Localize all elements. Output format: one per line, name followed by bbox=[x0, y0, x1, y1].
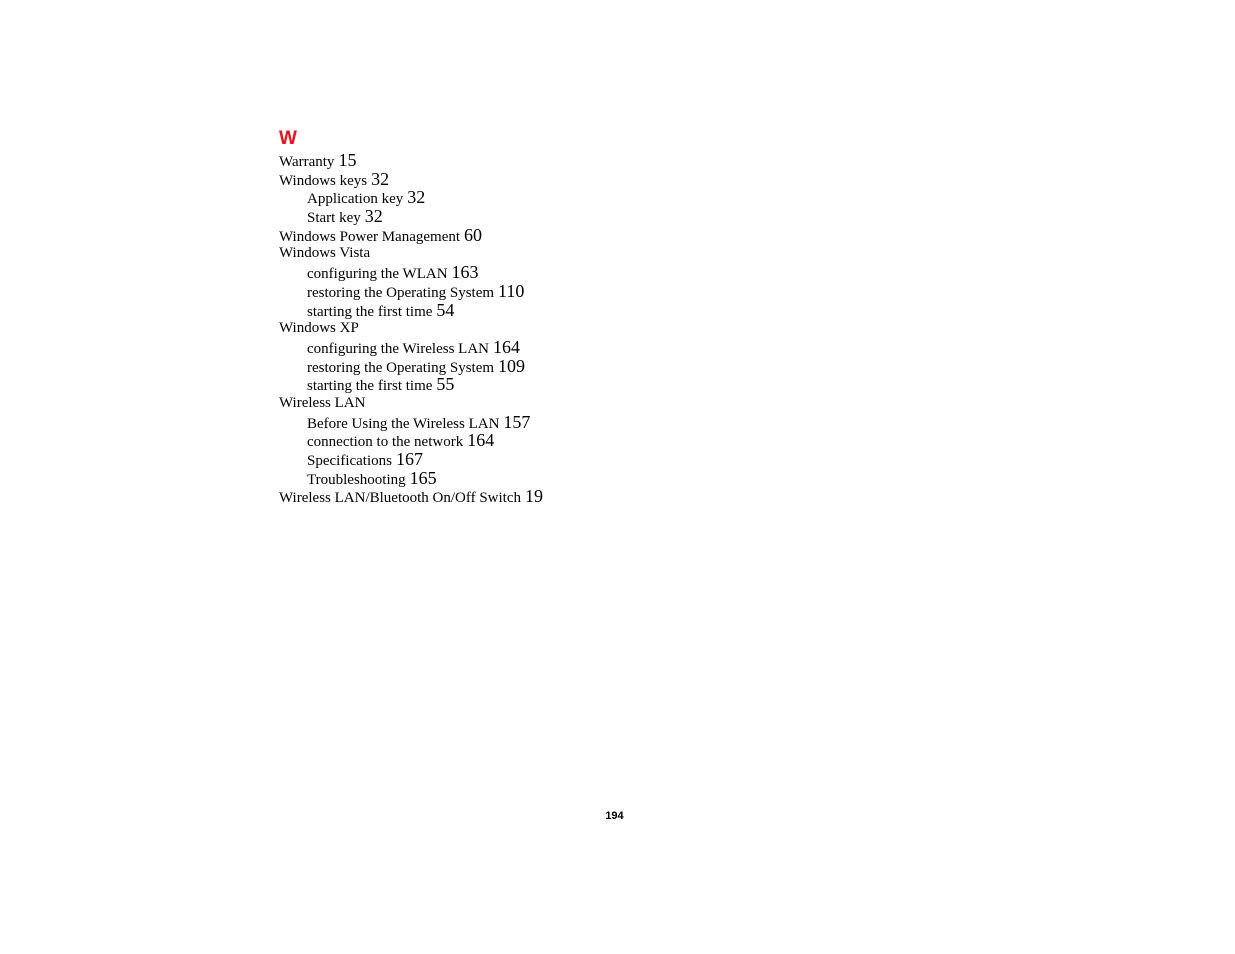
entry-term: Troubleshooting bbox=[307, 471, 406, 488]
entry-term: connection to the network bbox=[307, 434, 464, 451]
entry-term: restoring the Operating System bbox=[307, 284, 495, 301]
entry-term: Warranty bbox=[279, 154, 335, 170]
index-entry bbox=[279, 319, 543, 338]
entry-term: Before Using the Wireless LAN bbox=[307, 415, 500, 432]
entry-page-link[interactable]: 54 bbox=[436, 299, 455, 320]
index-subentry bbox=[279, 469, 543, 488]
entry-page-link[interactable]: 165 bbox=[409, 467, 437, 488]
entry-page-link[interactable]: 164 bbox=[467, 430, 495, 451]
entry-page-link[interactable]: 32 bbox=[364, 206, 383, 227]
section-letter-heading: W bbox=[279, 128, 297, 149]
index-entry bbox=[279, 226, 543, 245]
entry-term: Windows keys bbox=[279, 172, 368, 189]
index-subentry bbox=[279, 263, 543, 282]
entry-page-link[interactable]: 164 bbox=[493, 336, 520, 357]
entry-term: configuring the Wireless LAN bbox=[307, 340, 489, 357]
entry-term: Windows XP bbox=[279, 320, 359, 337]
index-entry bbox=[279, 487, 543, 506]
entry-page-link[interactable]: 163 bbox=[451, 262, 479, 283]
index-subentry bbox=[279, 450, 543, 469]
entry-term: Wireless LAN bbox=[279, 394, 366, 411]
entry-term: Wireless LAN/Bluetooth On/Off Switch bbox=[279, 490, 522, 507]
index-subentry bbox=[279, 375, 543, 394]
entry-page-link[interactable]: 55 bbox=[436, 374, 455, 395]
index-subentry bbox=[279, 413, 543, 432]
entry-page-link[interactable]: 19 bbox=[525, 486, 544, 507]
entry-term: Windows Vista bbox=[279, 245, 371, 262]
entry-page-link[interactable]: 32 bbox=[371, 168, 390, 189]
entry-term: starting the first time bbox=[307, 378, 433, 395]
index-subentry bbox=[279, 207, 543, 226]
index-subentry bbox=[279, 431, 543, 450]
entry-term: starting the first time bbox=[307, 303, 433, 320]
entry-term: restoring the Operating System bbox=[307, 359, 495, 376]
index-subentry bbox=[279, 188, 543, 207]
entry-term: Application key bbox=[307, 191, 404, 208]
entry-page-link[interactable]: 15 bbox=[338, 150, 357, 170]
index-entry bbox=[279, 244, 543, 263]
index-section bbox=[279, 127, 543, 506]
entry-page-link[interactable]: 109 bbox=[498, 355, 526, 376]
index-entry bbox=[279, 394, 543, 413]
index-subentry bbox=[279, 338, 543, 357]
entry-term: Windows Power Management bbox=[279, 228, 461, 245]
entry-page-link[interactable]: 60 bbox=[464, 224, 483, 245]
entry-page-link[interactable]: 167 bbox=[395, 449, 423, 469]
index-subentry bbox=[279, 301, 543, 320]
entry-term: Start key bbox=[307, 210, 361, 227]
index-entry bbox=[279, 170, 543, 189]
entry-term: Specifications bbox=[307, 453, 392, 469]
index-entry bbox=[279, 151, 543, 170]
entry-page-link[interactable]: 32 bbox=[407, 187, 426, 208]
entry-term: configuring the WLAN bbox=[307, 266, 448, 283]
index-subentry bbox=[279, 282, 543, 301]
entry-page-link[interactable]: 157 bbox=[503, 411, 531, 432]
page-number: 194 bbox=[605, 810, 624, 822]
index-subentry bbox=[279, 357, 543, 376]
entry-page-link[interactable]: 110 bbox=[498, 280, 525, 301]
